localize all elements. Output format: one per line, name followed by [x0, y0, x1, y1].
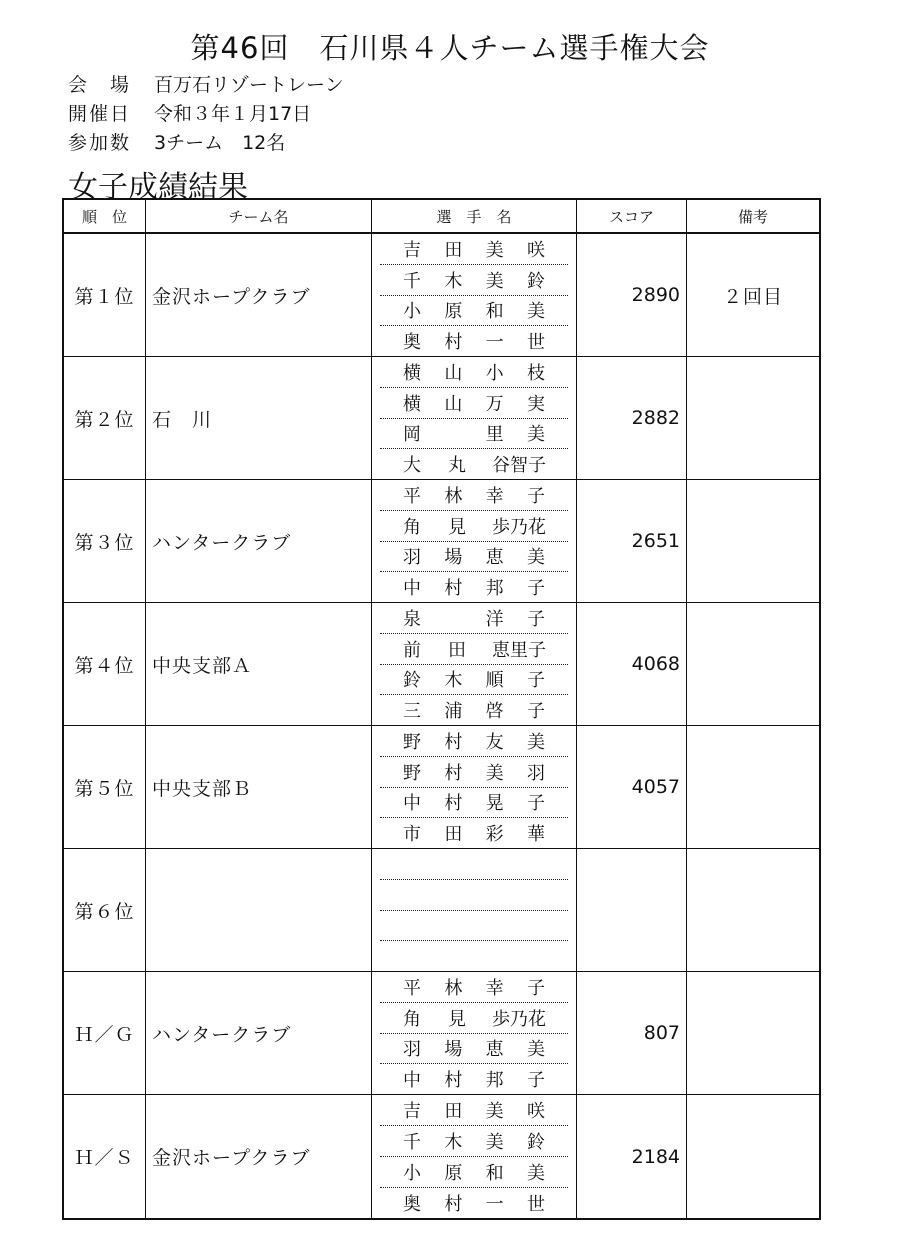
table-row: [64, 357, 819, 480]
section-title: 女子成績結果: [68, 170, 248, 205]
score-cell: 4068: [577, 603, 687, 725]
results-table: [62, 198, 821, 1220]
rank-cell: Ｈ／Ｇ: [64, 972, 146, 1094]
info-label: 参加数: [68, 132, 132, 154]
player-name: 奥 村 一 世: [403, 332, 545, 354]
player-name: 吉 田 美 咲: [380, 234, 568, 265]
table-row: [64, 849, 819, 972]
team-cell: 石 川: [146, 357, 372, 479]
team-cell: ハンタークラブ: [146, 480, 372, 602]
info-value: 令和３年１月17日: [154, 103, 312, 125]
header-team: チーム名: [146, 200, 372, 232]
players-cell: [372, 234, 577, 356]
score-cell: [577, 849, 687, 971]
header-score: スコア: [577, 200, 687, 232]
rank-cell: Ｈ／Ｓ: [64, 1095, 146, 1218]
player-name: 千 木 美 鈴: [380, 265, 568, 296]
info-value: 百万石リゾートレーン: [154, 74, 344, 96]
info-label: 開催日: [68, 103, 132, 125]
player-name: [380, 880, 568, 911]
player-name: 中 村 邦 子: [403, 578, 545, 600]
table-row: [64, 972, 819, 1095]
player-name: 前 田 恵里子: [380, 634, 568, 665]
player-name: 鈴 木 順 子: [380, 665, 568, 696]
header-note: 備考: [737, 207, 768, 226]
player-name: 三 浦 啓 子: [403, 701, 545, 723]
header-rank: 順 位: [64, 200, 146, 232]
players-cell: [372, 849, 577, 971]
player-name: 横 山 万 実: [380, 388, 568, 419]
player-name: [380, 911, 568, 942]
info-venue: [68, 70, 344, 97]
player-name: 平 林 幸 子: [380, 972, 568, 1003]
info-participants: [68, 128, 285, 155]
player-name: 小 原 和 美: [380, 1157, 568, 1188]
player-name: 羽 場 恵 美: [380, 542, 568, 573]
player-name: 中 村 邦 子: [403, 1070, 545, 1092]
player-name: 岡 里 美: [380, 419, 568, 450]
rank-cell: 第５位: [64, 726, 146, 848]
rank-cell: 第３位: [64, 480, 146, 602]
players-cell: [372, 1095, 577, 1218]
table-row: [64, 726, 819, 849]
player-name: 奥 村 一 世: [403, 1194, 545, 1215]
note-cell: [687, 357, 819, 479]
player-name: 角 見 歩乃花: [380, 511, 568, 542]
score-cell: 2890: [577, 234, 687, 356]
note-cell: [687, 849, 819, 971]
player-name: 小 原 和 美: [380, 296, 568, 327]
player-name: 羽 場 恵 美: [380, 1034, 568, 1065]
players-cell: [372, 603, 577, 725]
rank-cell: 第１位: [64, 234, 146, 356]
player-name: 中 村 晃 子: [380, 788, 568, 819]
rank-cell: 第６位: [64, 849, 146, 971]
player-name: 吉 田 美 咲: [380, 1095, 568, 1126]
player-name: 泉 洋 子: [380, 603, 568, 634]
player-name: [380, 849, 568, 880]
team-cell: 中央支部Ａ: [146, 603, 372, 725]
players-cell: [372, 357, 577, 479]
note-cell: [687, 480, 819, 602]
team-cell: 金沢ホープクラブ: [146, 1095, 372, 1218]
table-row: [64, 603, 819, 726]
document-title: 第46回 石川県４人チーム選手権大会: [190, 31, 710, 65]
player-name: 市 田 彩 華: [403, 824, 545, 846]
note-cell: [687, 1095, 819, 1218]
table-header: [64, 200, 819, 234]
rank-cell: 第２位: [64, 357, 146, 479]
player-name: 大 丸 谷智子: [403, 455, 546, 477]
players-cell: [372, 972, 577, 1094]
score-cell: 4057: [577, 726, 687, 848]
team-cell: 金沢ホープクラブ: [146, 234, 372, 356]
score-cell: 807: [577, 972, 687, 1094]
note-cell: [687, 726, 819, 848]
info-label: 会 場: [68, 74, 132, 96]
player-name: 横 山 小 枝: [380, 357, 568, 388]
note-cell: [687, 972, 819, 1094]
team-cell: 中央支部Ｂ: [146, 726, 372, 848]
player-name: 角 見 歩乃花: [380, 1003, 568, 1034]
table-row: [64, 1095, 819, 1218]
player-name: [380, 941, 568, 971]
score-cell: 2184: [577, 1095, 687, 1218]
player-name: 野 村 友 美: [380, 726, 568, 757]
player-name: 平 林 幸 子: [380, 480, 568, 511]
header-players: 選 手 名: [372, 200, 577, 232]
info-value: 3チーム 12名: [154, 132, 286, 154]
table-row: [64, 234, 819, 357]
players-cell: [372, 480, 577, 602]
note-cell: [687, 603, 819, 725]
note-cell: ２回目: [722, 285, 783, 308]
score-cell: 2651: [577, 480, 687, 602]
info-date: [68, 99, 311, 126]
table-row: [64, 480, 819, 603]
rank-cell: 第４位: [64, 603, 146, 725]
team-cell: ハンタークラブ: [146, 972, 372, 1094]
table-body: [64, 234, 819, 1218]
players-cell: [372, 726, 577, 848]
team-cell: [146, 849, 372, 971]
player-name: 野 村 美 羽: [380, 757, 568, 788]
score-cell: 2882: [577, 357, 687, 479]
player-name: 千 木 美 鈴: [380, 1126, 568, 1157]
